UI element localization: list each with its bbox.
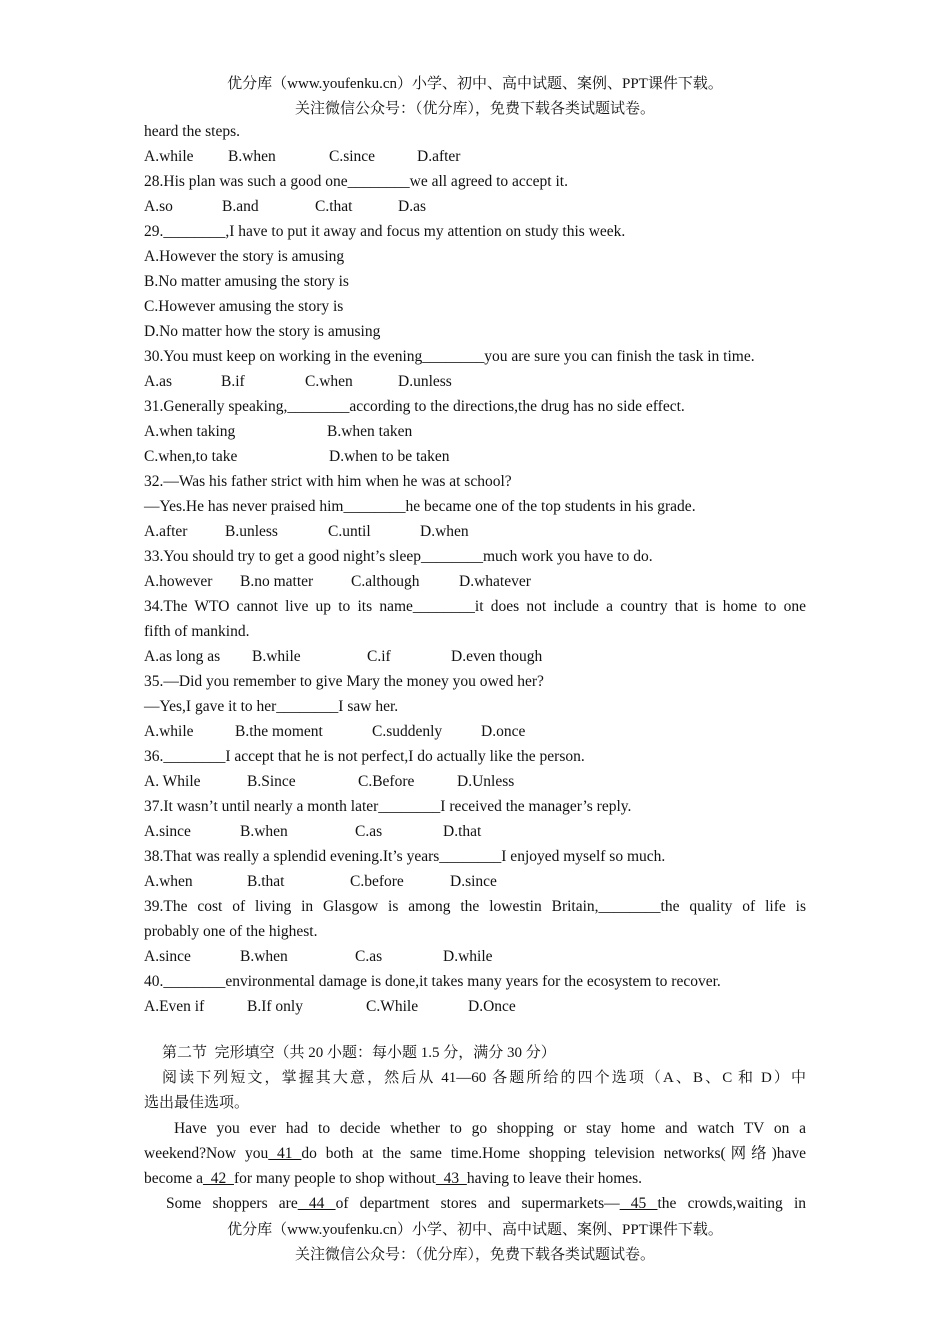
q40-stem: 40.________environmental damage is done,it takes many years for the ecosystem to recover. [144,973,721,990]
q37-option-b: B.when [240,823,288,840]
passage-line-4: Some shoppers are 44 of department stores and supermarkets— 45 the crowds,waiting in [166,1195,806,1212]
section2-title: 第二节 完形填空（共 20 小题：每小题 1.5 分，满分 30 分） [162,1045,556,1061]
q28-stem: 28.His plan was such a good one________we all agreed to accept it. [144,173,568,190]
q39-option-b: B.when [240,948,288,965]
q30-stem: 30.You must keep on working in the evening________you are sure you can finish the task in time. [144,348,755,365]
q31-option-d: D.when to be taken [329,448,450,465]
passage-line-1: Have you ever had to decide whether to go shopping or stay home and watch TV on a [174,1120,806,1137]
q30-option-a: A.as [144,373,172,390]
q28-option-d: D.as [398,198,426,215]
blank-41: 41 [268,1145,302,1162]
header-wechat-line: 关注微信公众号：（优分库），免费下载各类试题试卷。 [294,101,655,117]
q31-option-a: A.when taking [144,423,236,440]
q29-option-c: C.However amusing the story is [144,298,344,315]
q40-option-a: A.Even if [144,998,205,1015]
q36-option-d: D.Unless [457,773,515,790]
q33-option-a: A.however [144,573,213,590]
q29-option-a: A.However the story is amusing [144,248,345,265]
q34-option-b: B.while [252,648,301,665]
q34-option-a: A.as long as [144,648,221,665]
q37-option-c: C.as [355,823,383,840]
q38-option-d: D.since [450,873,497,890]
q37-option-a: A.since [144,823,191,840]
q33-stem: 33.You should try to get a good night’s sleep________much work you have to do. [144,548,653,565]
q32-option-a: A.after [144,523,188,540]
q35-option-c: C.suddenly [372,723,443,740]
q27-option-a: A.while [144,148,194,165]
q34-stem: 34.The WTO cannot live up to its name________it does not include a country that is home to one [144,598,806,615]
q31-option-b: B.when taken [327,423,413,440]
q39-option-d: D.while [443,948,493,965]
q32-option-b: B.unless [225,523,278,540]
section2-instruction-cont: 选出最佳选项。 [144,1095,250,1111]
q27-option-c: C.since [329,148,376,165]
q40-option-d: D.Once [468,998,516,1015]
q34-option-c: C.if [367,648,391,665]
passage-line-2: weekend?Now you 41 do both at the same time.Home shopping television networks(网络)have [144,1145,806,1162]
q40-option-c: C.While [366,998,419,1015]
q36-option-a: A. While [144,773,201,790]
q31-option-c: C.when,to take [144,448,238,465]
footer-wechat-line: 关注微信公众号：（优分库），免费下载各类试题试卷。 [294,1247,655,1263]
q33-option-d: D.whatever [459,573,531,590]
blank-44: 44 [297,1195,336,1212]
q28-option-b: B.and [222,198,259,215]
q40-option-b: B.If only [247,998,303,1015]
q33-option-b: B.no matter [240,573,314,590]
q30-option-b: B.if [221,373,245,390]
section2-instruction: 阅读下列短文，掌握其大意，然后从 41—60 各题所给的四个选项（A、B、C 和 D）中 [162,1070,806,1086]
header-site-line: 优分库（www.youfenku.cn）小学、初中、高中试题、案例、PPT课件下载。 [227,76,723,92]
q29-option-b: B.No matter amusing the story is [144,273,349,290]
q28-option-a: A.so [144,198,173,215]
q39-stem: 39.The cost of living in Glasgow is among the lowestin Britain,________the quality of life is [144,898,806,915]
q29-option-d: D.No matter how the story is amusing [144,323,381,340]
q32-stem: 32.—Was his father strict with him when he was at school? [144,473,512,490]
q35-stem-reply: —Yes,I gave it to her________I saw her. [144,698,399,715]
q32-option-d: D.when [420,523,469,540]
q33-option-c: C.although [351,573,420,590]
q29-stem: 29.________,I have to put it away and focus my attention on study this week. [144,223,626,240]
footer-site-line: 优分库（www.youfenku.cn）小学、初中、高中试题、案例、PPT课件下载。 [227,1222,723,1238]
q34-stem-cont: fifth of mankind. [144,623,250,640]
q35-option-d: D.once [481,723,526,740]
q27-tail: heard the steps. [144,123,240,140]
q39-stem-cont: probably one of the highest. [144,923,318,940]
q38-option-c: C.before [350,873,404,890]
q27-option-b: B.when [228,148,276,165]
q30-option-c: C.when [305,373,353,390]
q31-stem: 31.Generally speaking,________according to the directions,the drug has no side effect. [144,398,685,415]
q35-option-a: A.while [144,723,194,740]
q36-option-c: C.Before [358,773,415,790]
q32-stem-reply: —Yes.He has never praised him________he became one of the top students in his grade. [144,498,696,515]
blank-42: 42 [202,1170,234,1187]
q37-stem: 37.It wasn’t until nearly a month later________I received the manager’s reply. [144,798,632,815]
q39-option-c: C.as [355,948,383,965]
q34-option-d: D.even though [451,648,543,665]
q30-option-d: D.unless [398,373,452,390]
q39-option-a: A.since [144,948,191,965]
q27-option-d: D.after [417,148,461,165]
q36-stem: 36.________I accept that he is not perfect,I do actually like the person. [144,748,585,765]
passage-line-3: become a 42 for many people to shop without 43 having to leave their homes. [144,1170,643,1187]
q28-option-c: C.that [315,198,353,215]
blank-43: 43 [435,1170,467,1187]
q37-option-d: D.that [443,823,482,840]
q32-option-c: C.until [328,523,371,540]
q38-stem: 38.That was really a splendid evening.It’s years________I enjoyed myself so much. [144,848,666,865]
q38-option-b: B.that [247,873,285,890]
q35-stem: 35.—Did you remember to give Mary the money you owed her? [144,673,544,690]
q38-option-a: A.when [144,873,193,890]
blank-45: 45 [619,1195,658,1212]
q36-option-b: B.Since [247,773,296,790]
q35-option-b: B.the moment [235,723,323,740]
